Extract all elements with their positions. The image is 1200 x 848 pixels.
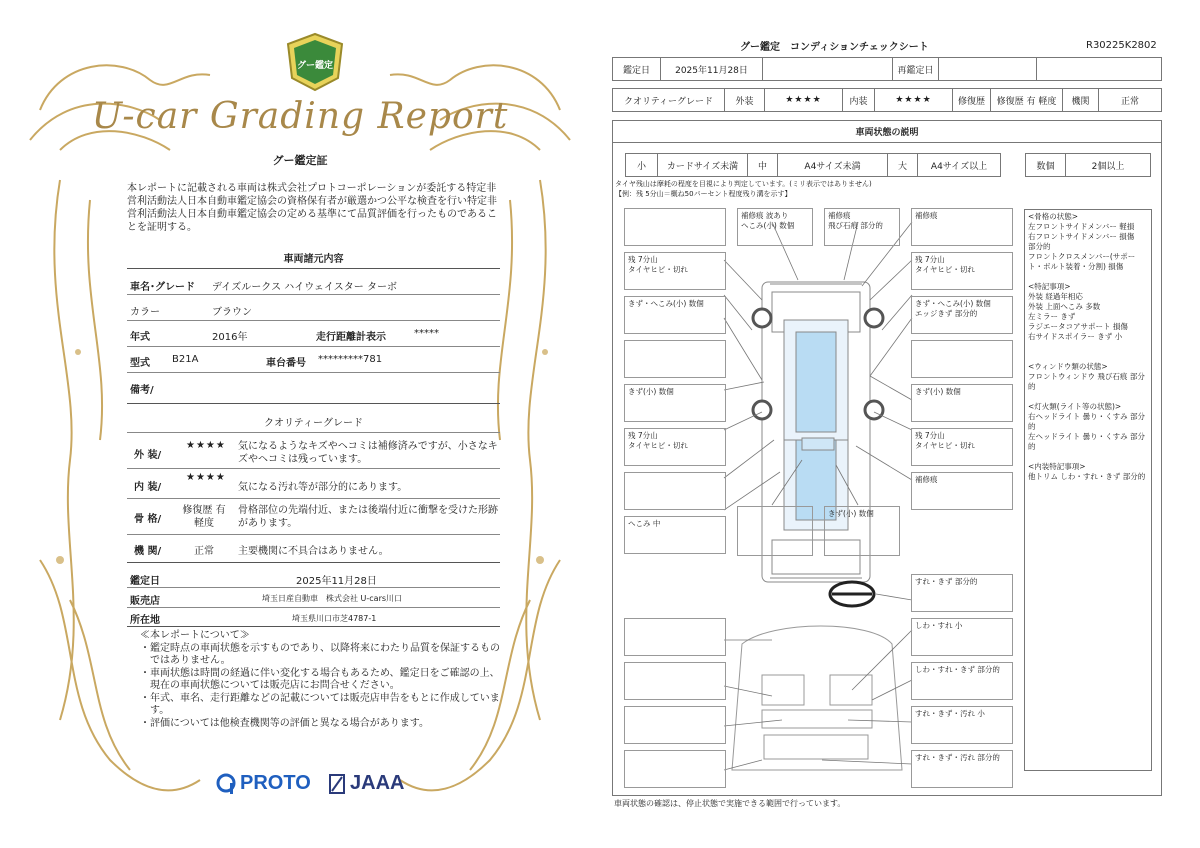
size-small: 小	[626, 154, 658, 176]
spec-chassis-value: *********781	[318, 354, 383, 365]
divider	[127, 403, 500, 404]
tag-damage: 補修痕	[911, 472, 1013, 510]
notes-line: <ウィンドウ類の状態>	[1028, 362, 1108, 371]
description-heading: 車両状態の説明	[613, 121, 1161, 143]
sheet-footer: 車両状態の確認は、停止状態で実施できる範囲で行っています。	[614, 799, 846, 808]
spec-model-label: 型式	[130, 358, 150, 369]
size-large: 大	[888, 154, 918, 176]
tag-damage: きず・へこみ(小) 数個 エッジきず 部分的	[911, 296, 1013, 334]
tag-empty	[624, 340, 726, 378]
report-notes	[140, 630, 500, 730]
dealer-value: 埼玉日産自動車 株式会社 U-cars川口	[262, 594, 403, 603]
grade-desc: 気になるようなキズやヘコミは補修済みですが、小さなキズやヘコミは残っています。	[238, 441, 498, 465]
notes-line: 外装 経過年相応	[1028, 292, 1083, 301]
grade-heading: クオリティーグレード	[264, 418, 363, 429]
certificate-subtitle: グー鑑定証	[272, 154, 328, 167]
spec-color-value: ブラウン	[212, 307, 252, 318]
grade-label: 骨 格/	[134, 514, 162, 525]
notes-line: 左ミラー きず	[1028, 312, 1076, 321]
size-medium-desc: A4サイズ未満	[778, 154, 888, 176]
notes-line: フロントウィンドウ 飛び石痕 部分的	[1028, 372, 1145, 391]
badge-text: グー鑑定	[296, 61, 333, 71]
int-label: 内装	[843, 89, 875, 111]
grade-label: 機 関/	[134, 546, 162, 557]
proto-logo-text: PROTO	[240, 772, 311, 794]
tag-damage: 補修痕 飛び石痕 部分的	[824, 208, 900, 246]
grade-desc: 気になる汚れ等が部分的にあります。	[238, 482, 408, 493]
date-row	[612, 57, 1162, 81]
notes-line: 他トリム しわ・すれ・きず 部分的	[1028, 472, 1146, 481]
document-number: R30225K2802	[1086, 40, 1157, 51]
engine-label: 機関	[1063, 89, 1099, 111]
steering-wheel-icon	[830, 582, 874, 606]
tag-empty	[624, 662, 726, 700]
divider	[127, 562, 500, 563]
grade-value: ★★★★	[186, 440, 226, 451]
tag-empty	[624, 750, 726, 788]
divider	[127, 498, 500, 499]
tag-empty	[624, 472, 726, 510]
spec-mileage-value: *****	[414, 328, 439, 339]
jaaa-mark-icon	[328, 773, 346, 795]
spec-year-label: 年式	[130, 332, 150, 343]
reappraisal-label: 再鑑定日	[893, 58, 939, 80]
date-label: 鑑定日	[613, 58, 661, 80]
note-item: ・車両状態は時間の経過に伴い変化する場合もあるため、鑑定日をご確認の上、現在の車両状態については販売店にお問合せください。	[140, 667, 500, 691]
tag-tire: 残 7分山 タイヤヒビ・切れ	[911, 252, 1013, 290]
notes-line: 右フロントサイドメンバー 損傷	[1028, 232, 1135, 241]
notes-title: ≪本レポートについて≫	[140, 630, 250, 641]
grade-desc: 主要機関に不具合はありません。	[238, 546, 389, 557]
tag-tire: 残 7分山 タイヤヒビ・切れ	[624, 428, 726, 466]
note-item: ・鑑定時点の車両状態を示すものであり、以降将来にわたり品質を保証するものではありません。	[140, 642, 500, 666]
dealer-label: 販売店	[130, 596, 160, 607]
tire-note-example: 【例：残 5分山＝概ね50パーセント程度残り溝を示す】	[615, 190, 792, 198]
tag-damage: きず・へこみ(小) 数個	[624, 296, 726, 334]
note-item: ・評価については他検査機関等の評価と異なる場合があります。	[140, 717, 429, 729]
tag-tire: 残 7分山 タイヤヒビ・切れ	[911, 428, 1013, 466]
grade-label: 内 装/	[134, 482, 162, 493]
size-medium: 中	[748, 154, 778, 176]
notes-line: 左フロントサイドメンバー 軽損	[1028, 222, 1135, 231]
notes-line: <内装特記事項>	[1028, 462, 1086, 471]
notes-line: <骨格の状態>	[1028, 212, 1079, 221]
divider	[127, 534, 500, 535]
notes-line: フロントクロスメンバー(サポート・ボルト装着・分割) 損傷	[1028, 252, 1136, 271]
tag-empty	[624, 706, 726, 744]
notes-line: 部分的	[1028, 242, 1051, 251]
grade-label: 外 装/	[134, 450, 162, 461]
notes-line: 右ヘッドライト 曇り・くすみ 部分的	[1028, 412, 1146, 431]
tag-interior: すれ・きず・汚れ 部分的	[911, 750, 1013, 788]
spec-year-value: 2016年	[212, 332, 248, 343]
tag-empty	[624, 208, 726, 246]
tag-interior: すれ・きず 部分的	[911, 574, 1013, 612]
grade-desc: 骨格部位の先端付近、または後端付近に衝撃を受けた形跡があります。	[238, 505, 498, 529]
tag-damage: 補修痕	[911, 208, 1013, 246]
spec-model-value: B21A	[172, 354, 199, 365]
divider	[127, 432, 500, 433]
engine-value: 正常	[1120, 96, 1139, 107]
proto-logo	[216, 772, 311, 795]
address-value: 埼玉県川口市芝4787-1	[292, 614, 377, 623]
divider	[127, 294, 500, 295]
spec-name-value: デイズルークス ハイウェイスター ターボ	[212, 282, 397, 293]
appraisal-date-value: 2025年11月28日	[296, 576, 377, 587]
size-large-desc: A4サイズ以上	[930, 161, 988, 172]
quality-grade-row	[612, 88, 1162, 112]
ext-value: ★★★★	[765, 89, 843, 111]
tag-empty	[624, 618, 726, 656]
tag-damage: きず(小) 数個	[911, 384, 1013, 422]
goo-badge-icon	[286, 32, 344, 92]
reappraisal-value	[939, 58, 1037, 80]
sheet-title: グー鑑定 コンディションチェックシート	[740, 42, 929, 53]
notes-line: ラジエータコアサポート 損傷	[1028, 322, 1128, 331]
grade-value: ★★★★	[186, 472, 226, 483]
appraisal-date-label: 鑑定日	[130, 576, 160, 587]
date-empty	[763, 58, 893, 80]
spec-remarks-label: 備考/	[130, 385, 154, 396]
proto-mark-icon	[216, 773, 236, 795]
repair-value: 修復歴 有 軽度	[991, 89, 1063, 111]
count-legend	[1025, 153, 1151, 177]
reappraisal-empty	[1037, 58, 1161, 80]
spec-heading: 車両諸元内容	[283, 254, 344, 265]
divider	[127, 372, 500, 373]
count-value: 2個以上	[1091, 161, 1125, 172]
count-label: 数個	[1026, 154, 1066, 176]
address-label: 所在地	[130, 615, 160, 626]
divider	[127, 587, 500, 588]
divider	[127, 626, 500, 627]
tag-interior: すれ・きず・汚れ 小	[911, 706, 1013, 744]
tag-interior: しわ・すれ・きず 部分的	[911, 662, 1013, 700]
spec-mileage-label: 走行距離計表示	[316, 332, 386, 343]
jaaa-logo	[328, 772, 404, 795]
special-notes-box	[1024, 209, 1152, 771]
tag-damage: きず(小) 数個	[624, 384, 726, 422]
jaaa-logo-text: JAAA	[350, 772, 405, 794]
spec-name-label: 車名･グレード	[130, 282, 195, 293]
divider	[127, 268, 500, 269]
int-value: ★★★★	[875, 89, 953, 111]
tag-tire: 残 7分山 タイヤヒビ・切れ	[624, 252, 726, 290]
notes-line: 外装 上面へこみ 多数	[1028, 302, 1101, 311]
divider	[127, 607, 500, 608]
note-item: ・年式、車名、走行距離などの記載については販売店申告をもとに作成しています。	[140, 692, 500, 716]
notes-line: <灯火類(ライト等の状態)>	[1028, 402, 1122, 411]
notes-line: 右サイドスポイラー きず 小	[1028, 332, 1123, 341]
report-title: U-car Grading Report	[91, 96, 509, 137]
tag-interior: しわ・すれ 小	[911, 618, 1013, 656]
tag-damage: きず(小) 数個	[824, 506, 900, 556]
repair-label: 修復歴	[953, 89, 991, 111]
certificate-intro: 本レポートに記載される車両は株式会社プロトコーポレーションが委託する特定非営利活動法人日本自動車鑑定協会の資格保有者が厳選かつ公平な検査を行い特定非営利活動法人日本自動車鑑定協会の定める基準にて品質評価を行ったものであることを証明する。	[127, 183, 497, 233]
tag-empty	[911, 340, 1013, 378]
tag-damage: へこみ 中	[624, 516, 726, 554]
grade-value: 修復歴 有 軽度	[182, 505, 226, 529]
divider	[127, 320, 500, 321]
tag-damage: 補修痕 波あり へこみ(小) 数個	[737, 208, 813, 246]
divider	[127, 468, 500, 469]
size-small-desc: カードサイズ未満	[658, 154, 748, 176]
ext-label: 外装	[725, 89, 765, 111]
qg-label: クオリティーグレード	[613, 89, 725, 111]
tag-empty	[737, 506, 813, 556]
spec-chassis-label: 車台番号	[266, 358, 306, 369]
date-value: 2025年11月28日	[661, 58, 763, 80]
spec-color-label: カラー	[130, 307, 160, 318]
notes-line: <特記事項>	[1028, 282, 1071, 291]
notes-line: 左ヘッドライト 曇り・くすみ 部分的	[1028, 432, 1146, 451]
tire-note: タイヤ残山は摩耗の程度を目視により判定しています。(ミリ表示ではありません)	[615, 180, 872, 188]
grade-value: 正常	[194, 546, 214, 557]
divider	[127, 346, 500, 347]
